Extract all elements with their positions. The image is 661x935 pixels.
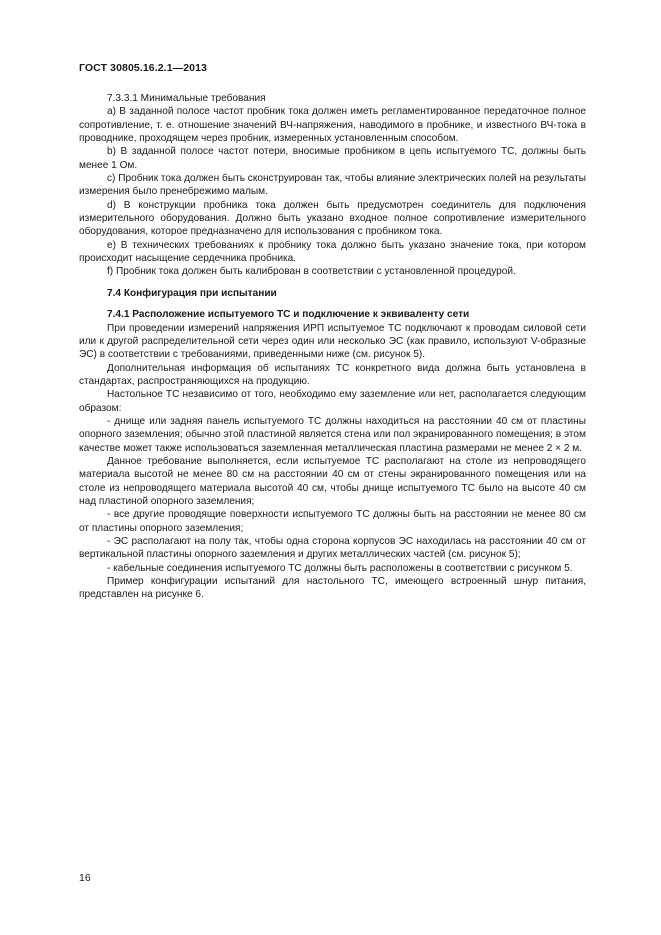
requirement-e: е) В технических требованиях к пробнику тока должно быть указано значение тока, при котором происходит насыщение сердечника пробника. — [79, 239, 586, 265]
paragraph: Настольное ТС независимо от того, необходимо ему заземление или нет, располагается следующим образом: — [79, 389, 586, 414]
requirement-d: d) В конструкции пробника тока должен быть предусмотрен соединитель для подключения измерительного оборудования. Должно быть указано входное полное сопротивление измерительного оборудования, которое предназначено для использования с пробником тока. — [79, 199, 586, 238]
list-item: - ЭС располагают на полу так, чтобы одна сторона корпусов ЭС находилась на расстоянии 40 см от вертикальной пластины опорного заземления и других металлических частей (см. рисунок 5); — [79, 536, 586, 561]
requirement-a: а) В заданной полосе частот пробник тока должен иметь регламентированное передаточное полное сопротивление, т. е. отношение значений ВЧ-напряжения, наводимого в пробнике, и известного ВЧ-тока в проводнике, проходящем через пробник, измеренных установленным способом. — [79, 106, 586, 145]
requirement-f: f) Пробник тока должен быть калиброван в соответствии с установленной процедурой. — [107, 266, 516, 278]
paragraph: Дополнительная информация об испытаниях ТС конкретного вида должна быть установлена в стандартах, распространяющихся на продукцию. — [79, 362, 586, 387]
document-body — [79, 92, 586, 602]
requirement-b: b) В заданной полосе частот потери, вносимые пробником в цепь испытуемого ТС, должны быть менее 1 Ом. — [79, 146, 586, 171]
list-item: - днище или задняя панель испытуемого ТС должны находиться на расстоянии 40 см от пластины опорного заземления; обычно этой пластиной является стена или пол экранированного помещения; в этом качестве может также использоваться заземленная металлическая пластина размерами не менее 2 × 2 м. — [79, 415, 586, 454]
page-number: 16 — [79, 872, 91, 884]
subsection-title: 7.3.3.1 Минимальные требования — [107, 93, 266, 104]
list-item: - кабельные соединения испытуемого ТС должны быть расположены в соответствии с рисунком 5. — [107, 562, 573, 574]
section-heading: 7.4 Конфигурация при испытании — [107, 287, 277, 299]
paragraph: Данное требование выполняется, если испытуемое ТС располагают на столе из непроводящего материала высотой не менее 80 см на расстоянии 40 см от стены экранированного помещения или на столе из непроводящего материала высотой 40 см, чтобы днище испытуемого ТС было на высоте 40 см над пластиной опорного заземления; — [79, 455, 586, 507]
subsection-heading: 7.4.1 Расположение испытуемого ТС и подключение к эквиваленту сети — [107, 309, 470, 321]
paragraph: Пример конфигурации испытаний для настольного ТС, имеющего встроенный шнур питания, представлен на рисунке 6. — [79, 576, 586, 601]
document-header: ГОСТ 30805.16.2.1—2013 — [79, 62, 207, 74]
paragraph: При проведении измерений напряжения ИРП испытуемое ТС подключают к проводам силовой сети или к другой распределительной сети через один или несколько ЭС (как правило, используют V-образные ЭС) в соответствии с требованиями, приведенными ниже (см. рисунок 5). — [79, 322, 586, 361]
list-item: - все другие проводящие поверхности испытуемого ТС должны быть на расстоянии не менее 80 см от пластины опорного заземления; — [79, 509, 586, 534]
requirement-c: с) Пробник тока должен быть сконструирован так, чтобы влияние электрических полей на результаты измерения было пренебрежимо малым. — [79, 173, 586, 198]
